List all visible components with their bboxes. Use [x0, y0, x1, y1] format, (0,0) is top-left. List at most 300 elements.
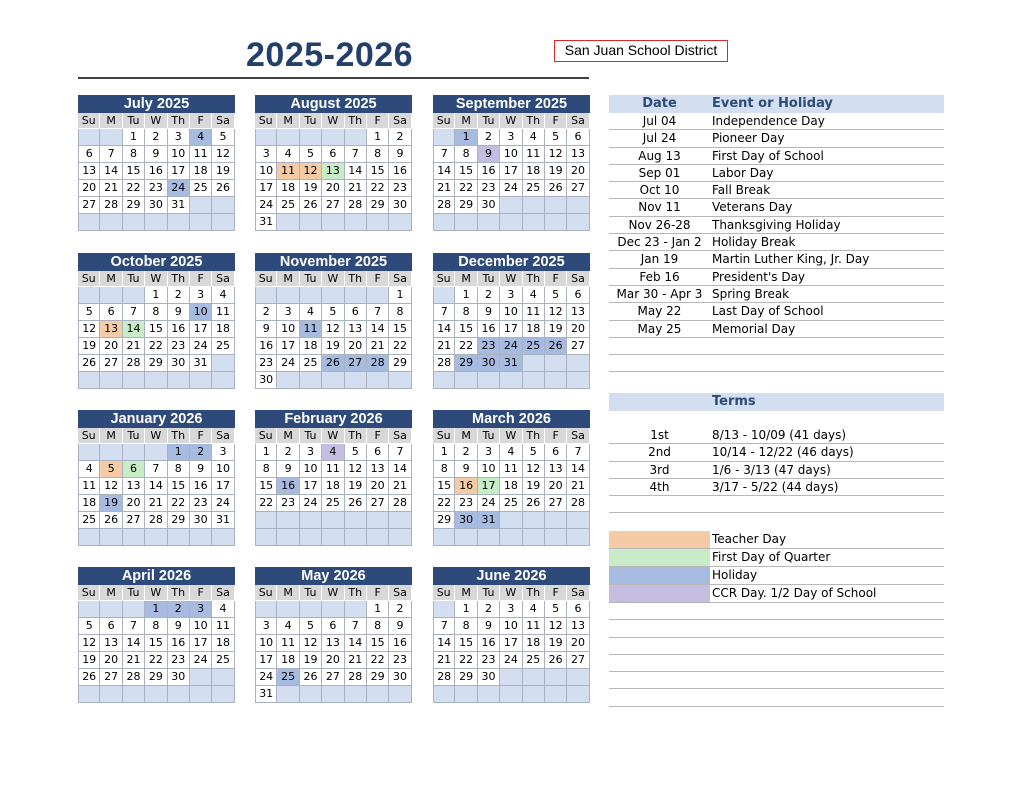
day-cell: 1	[255, 444, 277, 461]
weekday-header: Tu	[300, 585, 322, 601]
empty-day-cell	[123, 529, 145, 546]
empty-day-cell	[500, 197, 522, 214]
day-cell: 26	[523, 495, 545, 512]
day-cell: 11	[322, 461, 344, 478]
day-cell: 6	[567, 287, 589, 304]
day-cell: 13	[567, 618, 589, 635]
day-cell: 25	[523, 180, 545, 197]
weekday-header: W	[500, 428, 522, 444]
day-cell: 23	[478, 338, 500, 355]
month-calendar	[255, 410, 412, 546]
terms-table	[609, 427, 944, 513]
day-cell: 25	[190, 180, 212, 197]
day-cell: 11	[523, 146, 545, 163]
empty-day-cell	[277, 686, 299, 703]
day-cell: 6	[100, 618, 122, 635]
day-cell: 14	[433, 321, 455, 338]
month-calendar	[78, 95, 235, 231]
event-date: Dec 23 - Jan 2	[617, 235, 702, 250]
month-title: May 2026	[255, 567, 412, 585]
event-date: Aug 13	[638, 148, 681, 163]
empty-day-cell	[523, 512, 545, 529]
empty-day-cell	[145, 686, 167, 703]
weekday-header: F	[545, 585, 567, 601]
day-cell: 2	[478, 287, 500, 304]
event-date: Feb 16	[639, 269, 680, 284]
weekday-header: Sa	[389, 113, 411, 129]
weekday-header: Th	[168, 428, 190, 444]
weekday-header: W	[145, 585, 167, 601]
empty-day-cell	[277, 601, 299, 618]
weekday-header: Sa	[389, 428, 411, 444]
day-cell: 23	[389, 652, 411, 669]
empty-day-cell	[78, 287, 100, 304]
empty-day-cell	[78, 444, 100, 461]
term-row	[609, 444, 944, 461]
empty-day-cell	[322, 529, 344, 546]
legend-row	[609, 549, 944, 567]
month-calendar	[78, 410, 235, 546]
term-row	[609, 479, 944, 496]
month-calendar	[255, 253, 412, 389]
term-row	[609, 496, 944, 513]
day-cell: 11	[212, 618, 234, 635]
empty-day-cell	[145, 372, 167, 389]
empty-day-cell	[322, 287, 344, 304]
day-cell: 27	[367, 495, 389, 512]
empty-day-cell	[100, 129, 122, 146]
day-cell: 5	[545, 601, 567, 618]
empty-day-cell	[545, 512, 567, 529]
weekday-header: F	[367, 113, 389, 129]
day-cell: 16	[145, 163, 167, 180]
day-cell: 1	[145, 287, 167, 304]
weekday-header: W	[500, 113, 522, 129]
month-calendar	[433, 567, 590, 703]
event-row	[609, 130, 944, 147]
empty-day-cell	[145, 214, 167, 231]
day-cell: 16	[168, 321, 190, 338]
day-cell: 10	[190, 304, 212, 321]
day-cell: 9	[478, 304, 500, 321]
empty-day-cell	[212, 214, 234, 231]
empty-day-cell	[100, 287, 122, 304]
weekday-header: Tu	[478, 271, 500, 287]
day-cell: 24	[190, 338, 212, 355]
day-cell: 2	[277, 444, 299, 461]
day-cell: 11	[523, 618, 545, 635]
day-cell: 10	[212, 461, 234, 478]
day-cell: 9	[389, 618, 411, 635]
empty-day-cell	[123, 214, 145, 231]
day-cell: 17	[190, 321, 212, 338]
day-cell: 27	[100, 669, 122, 686]
day-cell: 20	[100, 652, 122, 669]
day-cell: 14	[123, 321, 145, 338]
empty-day-cell	[168, 529, 190, 546]
day-cell: 4	[523, 601, 545, 618]
day-cell: 31	[500, 355, 522, 372]
day-cell: 25	[277, 669, 299, 686]
day-cell: 25	[78, 512, 100, 529]
event-name	[710, 338, 944, 354]
day-cell: 6	[100, 304, 122, 321]
event-date: Jul 04	[642, 114, 677, 128]
weekday-header: W	[145, 428, 167, 444]
day-cell: 23	[145, 180, 167, 197]
day-cell: 6	[78, 146, 100, 163]
empty-day-cell	[300, 129, 322, 146]
empty-day-cell	[433, 686, 455, 703]
weekday-header: M	[455, 113, 477, 129]
day-cell: 19	[345, 478, 367, 495]
empty-day-cell	[523, 372, 545, 389]
day-cell: 10	[500, 146, 522, 163]
weekday-header: Sa	[212, 271, 234, 287]
day-cell: 16	[255, 338, 277, 355]
day-cell: 24	[168, 180, 190, 197]
day-cell: 19	[545, 163, 567, 180]
empty-day-cell	[277, 214, 299, 231]
day-cell: 27	[100, 355, 122, 372]
event-name	[710, 355, 944, 371]
day-cell: 14	[567, 461, 589, 478]
empty-day-cell	[433, 214, 455, 231]
empty-day-cell	[168, 686, 190, 703]
empty-day-cell	[567, 197, 589, 214]
title-divider	[78, 77, 589, 79]
empty-day-cell	[100, 529, 122, 546]
day-cell: 5	[545, 287, 567, 304]
day-cell: 27	[567, 338, 589, 355]
day-cell: 1	[455, 601, 477, 618]
weekday-header: Su	[255, 428, 277, 444]
empty-day-cell	[345, 214, 367, 231]
day-cell: 8	[255, 461, 277, 478]
event-date: Nov 11	[638, 200, 681, 215]
empty-day-cell	[567, 355, 589, 372]
day-cell: 5	[345, 444, 367, 461]
weekday-header: F	[545, 113, 567, 129]
empty-day-cell	[123, 444, 145, 461]
day-cell: 2	[389, 601, 411, 618]
day-cell: 15	[255, 478, 277, 495]
day-cell: 25	[212, 338, 234, 355]
day-cell: 13	[322, 635, 344, 652]
weekday-header: Th	[523, 585, 545, 601]
day-cell: 29	[455, 197, 477, 214]
event-date: Sep 01	[638, 165, 681, 180]
event-row	[609, 251, 944, 268]
empty-day-cell	[100, 601, 122, 618]
term-dates: 3/17 - 5/22 (44 days)	[712, 479, 839, 494]
day-cell: 21	[123, 652, 145, 669]
term-name: 3rd	[649, 462, 670, 477]
day-cell: 6	[345, 304, 367, 321]
day-cell: 30	[389, 197, 411, 214]
weekday-header: F	[367, 585, 389, 601]
day-cell: 15	[455, 635, 477, 652]
empty-day-cell	[567, 669, 589, 686]
weekday-header: W	[322, 428, 344, 444]
day-cell: 22	[367, 652, 389, 669]
empty-day-cell	[255, 129, 277, 146]
day-cell: 13	[545, 461, 567, 478]
day-cell: 7	[345, 146, 367, 163]
empty-day-cell	[277, 529, 299, 546]
day-cell: 29	[145, 669, 167, 686]
day-cell: 28	[367, 355, 389, 372]
day-cell: 15	[145, 635, 167, 652]
empty-day-cell	[300, 601, 322, 618]
weekday-header: Tu	[123, 585, 145, 601]
term-name: 2nd	[648, 445, 671, 460]
day-cell: 13	[567, 146, 589, 163]
empty-day-cell	[190, 372, 212, 389]
day-cell: 1	[455, 129, 477, 146]
day-cell: 20	[545, 478, 567, 495]
weekday-header: Th	[345, 585, 367, 601]
day-cell: 7	[433, 146, 455, 163]
empty-day-cell	[478, 529, 500, 546]
day-cell: 7	[123, 618, 145, 635]
day-cell: 26	[322, 355, 344, 372]
empty-day-cell	[433, 287, 455, 304]
day-cell: 5	[322, 304, 344, 321]
day-cell: 9	[389, 146, 411, 163]
month-title: April 2026	[78, 567, 235, 585]
day-cell: 12	[523, 461, 545, 478]
empty-day-cell	[345, 512, 367, 529]
day-cell: 27	[545, 495, 567, 512]
day-cell: 1	[123, 129, 145, 146]
day-cell: 3	[212, 444, 234, 461]
month-title: November 2025	[255, 253, 412, 271]
weekday-header: W	[322, 113, 344, 129]
day-cell: 1	[455, 287, 477, 304]
empty-day-cell	[300, 214, 322, 231]
empty-day-cell	[545, 214, 567, 231]
day-cell: 3	[255, 618, 277, 635]
empty-day-cell	[212, 372, 234, 389]
day-cell: 16	[190, 478, 212, 495]
day-cell: 8	[367, 146, 389, 163]
day-cell: 22	[389, 338, 411, 355]
day-cell: 11	[523, 304, 545, 321]
empty-day-cell	[78, 529, 100, 546]
weekday-header: Tu	[123, 428, 145, 444]
day-cell: 18	[300, 338, 322, 355]
day-cell: 21	[123, 338, 145, 355]
weekday-header: Th	[345, 271, 367, 287]
event-row	[609, 165, 944, 182]
day-cell: 12	[322, 321, 344, 338]
legend-swatch	[609, 585, 710, 602]
day-cell: 31	[255, 686, 277, 703]
day-cell: 27	[567, 180, 589, 197]
month-title: September 2025	[433, 95, 590, 113]
day-cell: 24	[300, 495, 322, 512]
empty-day-cell	[345, 372, 367, 389]
empty-day-cell	[123, 601, 145, 618]
weekday-header: Th	[345, 113, 367, 129]
empty-day-cell	[345, 287, 367, 304]
day-cell: 12	[300, 163, 322, 180]
day-cell: 16	[455, 478, 477, 495]
day-cell: 17	[255, 180, 277, 197]
day-cell: 8	[367, 618, 389, 635]
day-cell: 15	[433, 478, 455, 495]
day-cell: 4	[190, 129, 212, 146]
day-cell: 18	[78, 495, 100, 512]
day-cell: 2	[255, 304, 277, 321]
weekday-header: F	[367, 271, 389, 287]
day-cell: 4	[523, 287, 545, 304]
month-calendar	[433, 95, 590, 231]
day-cell: 28	[123, 669, 145, 686]
day-cell: 30	[168, 669, 190, 686]
term-name: 4th	[649, 479, 670, 494]
weekday-header: Su	[433, 585, 455, 601]
month-calendar	[78, 253, 235, 389]
day-cell: 9	[190, 461, 212, 478]
day-cell: 23	[255, 355, 277, 372]
weekday-header: Su	[78, 271, 100, 287]
day-cell: 31	[212, 512, 234, 529]
weekday-header: Th	[168, 585, 190, 601]
day-cell: 7	[345, 618, 367, 635]
empty-day-cell	[255, 287, 277, 304]
day-cell: 26	[300, 669, 322, 686]
day-cell: 26	[545, 338, 567, 355]
empty-day-cell	[255, 601, 277, 618]
day-cell: 10	[500, 618, 522, 635]
day-cell: 24	[478, 495, 500, 512]
empty-day-cell	[545, 355, 567, 372]
day-cell: 6	[322, 146, 344, 163]
day-cell: 17	[500, 321, 522, 338]
weekday-header: M	[100, 113, 122, 129]
day-cell: 6	[322, 618, 344, 635]
day-cell: 25	[277, 197, 299, 214]
empty-day-cell	[322, 214, 344, 231]
day-cell: 14	[389, 461, 411, 478]
event-row	[609, 355, 944, 372]
weekday-header: W	[500, 271, 522, 287]
day-cell: 20	[345, 338, 367, 355]
day-cell: 5	[523, 444, 545, 461]
day-cell: 26	[212, 180, 234, 197]
empty-day-cell	[190, 214, 212, 231]
day-cell: 17	[190, 635, 212, 652]
event-row	[609, 338, 944, 355]
calendar-title: 2025-2026	[246, 36, 414, 74]
empty-day-cell	[190, 197, 212, 214]
weekday-header: Tu	[300, 428, 322, 444]
weekday-header: Th	[168, 271, 190, 287]
day-cell: 4	[78, 461, 100, 478]
events-header-event: Event or Holiday	[712, 96, 833, 111]
day-cell: 3	[500, 129, 522, 146]
event-name: Pioneer Day	[712, 131, 785, 146]
day-cell: 18	[500, 478, 522, 495]
day-cell: 27	[123, 512, 145, 529]
day-cell: 9	[455, 461, 477, 478]
day-cell: 25	[300, 355, 322, 372]
empty-day-cell	[345, 129, 367, 146]
weekday-header: Sa	[567, 271, 589, 287]
events-table	[609, 95, 944, 372]
day-cell: 9	[255, 321, 277, 338]
day-cell: 30	[478, 197, 500, 214]
day-cell: 15	[367, 635, 389, 652]
weekday-header: Th	[168, 113, 190, 129]
month-calendar	[78, 567, 235, 703]
day-cell: 4	[212, 601, 234, 618]
day-cell: 17	[300, 478, 322, 495]
day-cell: 19	[545, 321, 567, 338]
day-cell: 18	[523, 163, 545, 180]
day-cell: 10	[255, 163, 277, 180]
empty-day-cell	[100, 686, 122, 703]
day-cell: 20	[322, 180, 344, 197]
weekday-header: Su	[78, 428, 100, 444]
day-cell: 28	[433, 197, 455, 214]
weekday-header: Tu	[300, 271, 322, 287]
weekday-header: Tu	[123, 271, 145, 287]
legend-swatch	[609, 531, 710, 548]
day-cell: 7	[433, 618, 455, 635]
day-cell: 10	[277, 321, 299, 338]
legend-swatch	[609, 549, 710, 566]
legend-swatch	[609, 567, 710, 584]
day-cell: 15	[389, 321, 411, 338]
day-cell: 7	[389, 444, 411, 461]
day-cell: 14	[433, 163, 455, 180]
empty-day-cell	[500, 214, 522, 231]
day-cell: 14	[145, 478, 167, 495]
month-title: June 2026	[433, 567, 590, 585]
empty-day-cell	[345, 601, 367, 618]
day-cell: 15	[455, 163, 477, 180]
event-name: Fall Break	[712, 183, 771, 198]
event-name: Independence Day	[712, 114, 825, 128]
day-cell: 20	[322, 652, 344, 669]
day-cell: 28	[433, 669, 455, 686]
day-cell: 31	[190, 355, 212, 372]
day-cell: 7	[145, 461, 167, 478]
day-cell: 4	[212, 287, 234, 304]
event-date: Jul 24	[642, 131, 677, 146]
empty-day-cell	[433, 601, 455, 618]
day-cell: 12	[212, 146, 234, 163]
day-cell: 3	[478, 444, 500, 461]
weekday-header: M	[100, 271, 122, 287]
empty-day-cell	[433, 529, 455, 546]
empty-day-cell	[523, 214, 545, 231]
blank-lines	[609, 603, 944, 707]
day-cell: 9	[478, 618, 500, 635]
district-name: San Juan School District	[554, 40, 728, 62]
empty-day-cell	[500, 512, 522, 529]
day-cell: 18	[523, 635, 545, 652]
day-cell: 9	[145, 146, 167, 163]
day-cell: 28	[345, 197, 367, 214]
day-cell: 30	[190, 512, 212, 529]
empty-day-cell	[322, 512, 344, 529]
empty-day-cell	[300, 529, 322, 546]
weekday-header: M	[277, 113, 299, 129]
